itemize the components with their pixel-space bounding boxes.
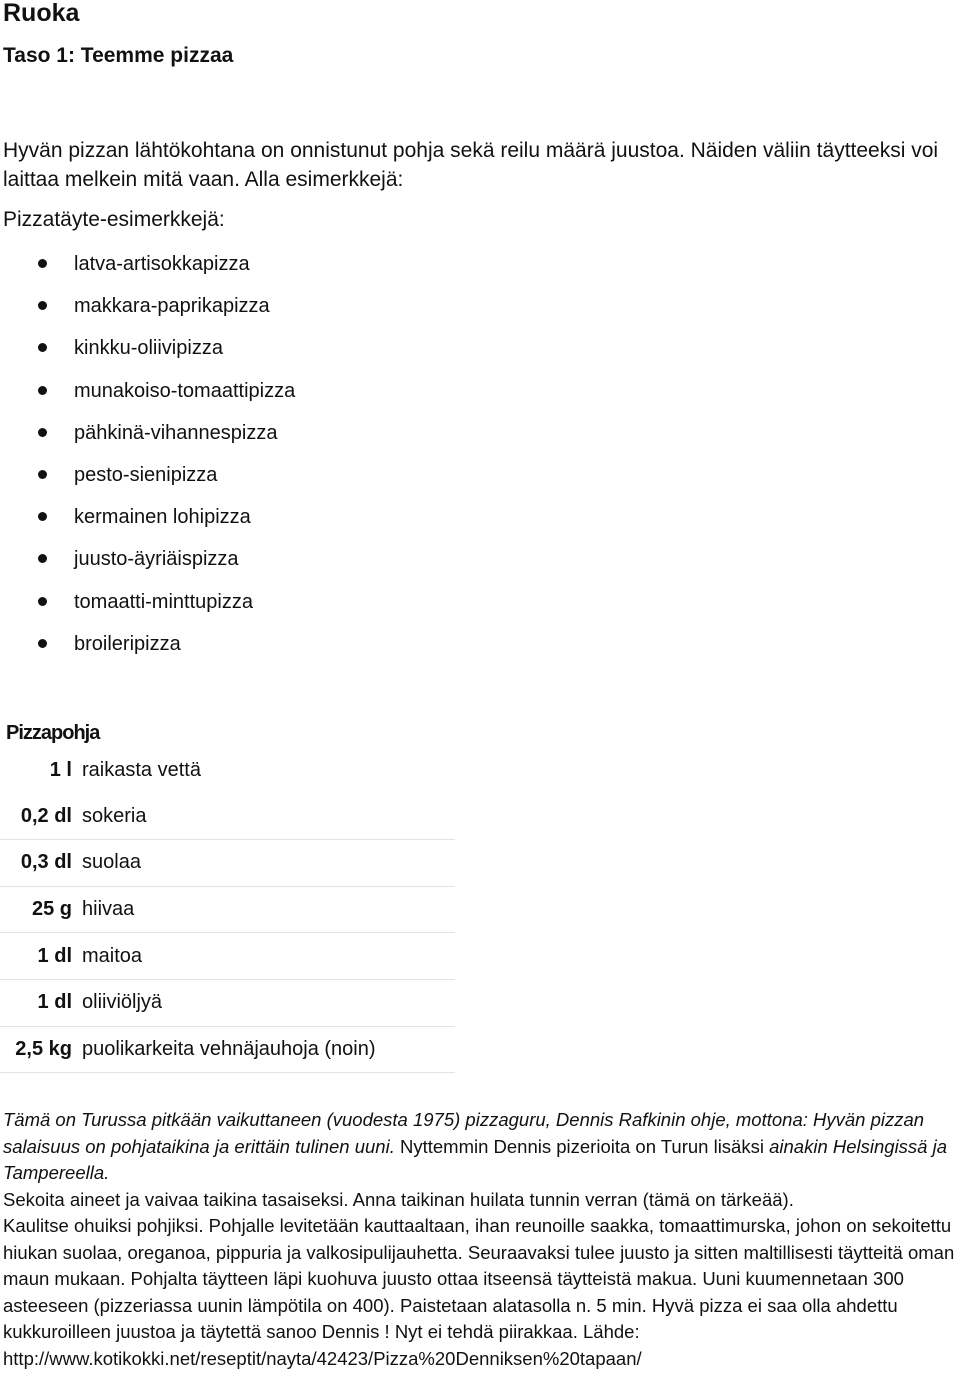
list-item bbox=[0, 243, 295, 285]
topping-label: makkara-paprikapizza bbox=[74, 295, 270, 318]
topping-label: kermainen lohipizza bbox=[74, 506, 251, 529]
bullet-icon bbox=[38, 639, 47, 648]
list-item bbox=[0, 412, 295, 454]
bullet-icon bbox=[38, 597, 47, 606]
topping-label: broileripizza bbox=[74, 632, 181, 655]
ingredient-name: oliiviöljyä bbox=[82, 991, 163, 1014]
table-row bbox=[0, 794, 455, 841]
toppings-list bbox=[0, 243, 295, 665]
story-text-normal: Nyttemmin Dennis pizerioita on Turun lisäksi bbox=[394, 1135, 770, 1157]
ingredient-amount: 1 dl bbox=[37, 991, 72, 1014]
recipe-body bbox=[3, 1107, 960, 1372]
ingredient-name: puolikarkeita vehnäjauhoja (noin) bbox=[82, 1037, 376, 1060]
list-item bbox=[0, 581, 295, 623]
table-row bbox=[0, 1027, 455, 1074]
ingredient-name: sokeria bbox=[82, 804, 147, 827]
section-subtitle: Taso 1: Teemme pizzaa bbox=[3, 44, 234, 67]
ingredient-amount: 1 dl bbox=[37, 944, 72, 967]
topping-label: kinkku-oliivipizza bbox=[74, 337, 223, 360]
ingredient-name: hiivaa bbox=[82, 898, 135, 921]
ingredient-name: raikasta vettä bbox=[82, 759, 201, 782]
examples-heading: Pizzatäyte-esimerkkejä: bbox=[3, 208, 225, 231]
ingredient-amount: 2,5 kg bbox=[15, 1037, 72, 1060]
list-item bbox=[0, 285, 295, 327]
ingredient-amount: 0,3 dl bbox=[20, 851, 72, 874]
list-item bbox=[0, 327, 295, 369]
list-item bbox=[0, 623, 295, 665]
list-item bbox=[0, 454, 295, 496]
instructions-text-continued: Kaulitse ohuiksi pohjiksi. Pohjalle levitetään kauttaaltaan, ihan reunoille saakka, tomaattimurska, johon on sekoitettu hiukan suolaa, oreganoa, pippuria ja valkosipulijauhetta. Seuraavaksi tulee juusto ja sitten maltillisesti täytteitä oman maun mukaan. Pohjalta täytteen läpi kuohuva juusto ottaa itseensä täytteistä makua. Uuni kuumennetaan 300 asteeseen (pizzeriassa uunin lämpötila on 400). Paistetaan alatasolla n. 5 min. Hyvä pizza ei saa olla ahdettu kukkuroilleen juustoa ja täytettä sanoo Dennis ! Nyt ei tehdä piirakkaa. Lähde: http://www.kotikokki.net/reseptit/nayta/42423/Pizza%20Denniksen%20tapaan/ bbox=[3, 1215, 955, 1369]
table-row bbox=[0, 887, 455, 934]
ingredient-amount: 25 g bbox=[31, 898, 72, 921]
bullet-icon bbox=[38, 512, 47, 521]
table-row bbox=[0, 840, 455, 887]
instructions-text: Sekoita aineet ja vaivaa taikina tasaiseksi. Anna taikinan huilata tunnin verran (tämä on tärkeää). bbox=[3, 1188, 794, 1210]
topping-label: pähkinä-vihannespizza bbox=[74, 421, 278, 444]
bullet-icon bbox=[38, 428, 47, 437]
list-item bbox=[0, 538, 295, 580]
bullet-icon bbox=[38, 301, 47, 310]
bullet-icon bbox=[38, 386, 47, 395]
topping-label: juusto-äyriäispizza bbox=[74, 548, 239, 571]
bullet-icon bbox=[38, 470, 47, 479]
bullet-icon bbox=[38, 554, 47, 563]
story-text-end: ainakin Helsingissä ja Tampereella. bbox=[3, 1135, 948, 1183]
ingredient-amount: 1 l bbox=[49, 759, 72, 782]
topping-label: latva-artisokkapizza bbox=[74, 253, 250, 275]
ingredient-amount: 0,2 dl bbox=[20, 804, 72, 827]
story-text: Tämä on Turussa pitkään vaikuttaneen (vuodesta 1975) pizzaguru, Dennis Rafkinin ohje, mottona: Hyvän pizzan salaisuus on pohjataikina ja erittäin tulinen uuni. bbox=[3, 1109, 925, 1157]
intro-paragraph: Hyvän pizzan lähtökohtana on onnistunut pohja sekä reilu määrä juustoa. Näiden väliin täytteeksi voi laittaa melkein mitä vaan. Alla esimerkkejä: bbox=[3, 139, 939, 191]
topping-label: munakoiso-tomaattipizza bbox=[74, 379, 296, 402]
dough-heading: Pizzapohja bbox=[6, 722, 100, 744]
ingredient-name: maitoa bbox=[82, 944, 143, 967]
topping-label: pesto-sienipizza bbox=[74, 463, 218, 486]
table-row bbox=[0, 980, 455, 1027]
table-row bbox=[0, 748, 455, 794]
table-row bbox=[0, 933, 455, 980]
list-item bbox=[0, 370, 295, 412]
bullet-icon bbox=[38, 343, 47, 352]
ingredients-table bbox=[0, 748, 455, 1073]
bullet-icon bbox=[38, 259, 47, 268]
ingredient-name: suolaa bbox=[82, 851, 141, 874]
page-title: Ruoka bbox=[3, 0, 80, 27]
list-item bbox=[0, 496, 295, 538]
topping-label: tomaatti-minttupizza bbox=[74, 590, 253, 613]
